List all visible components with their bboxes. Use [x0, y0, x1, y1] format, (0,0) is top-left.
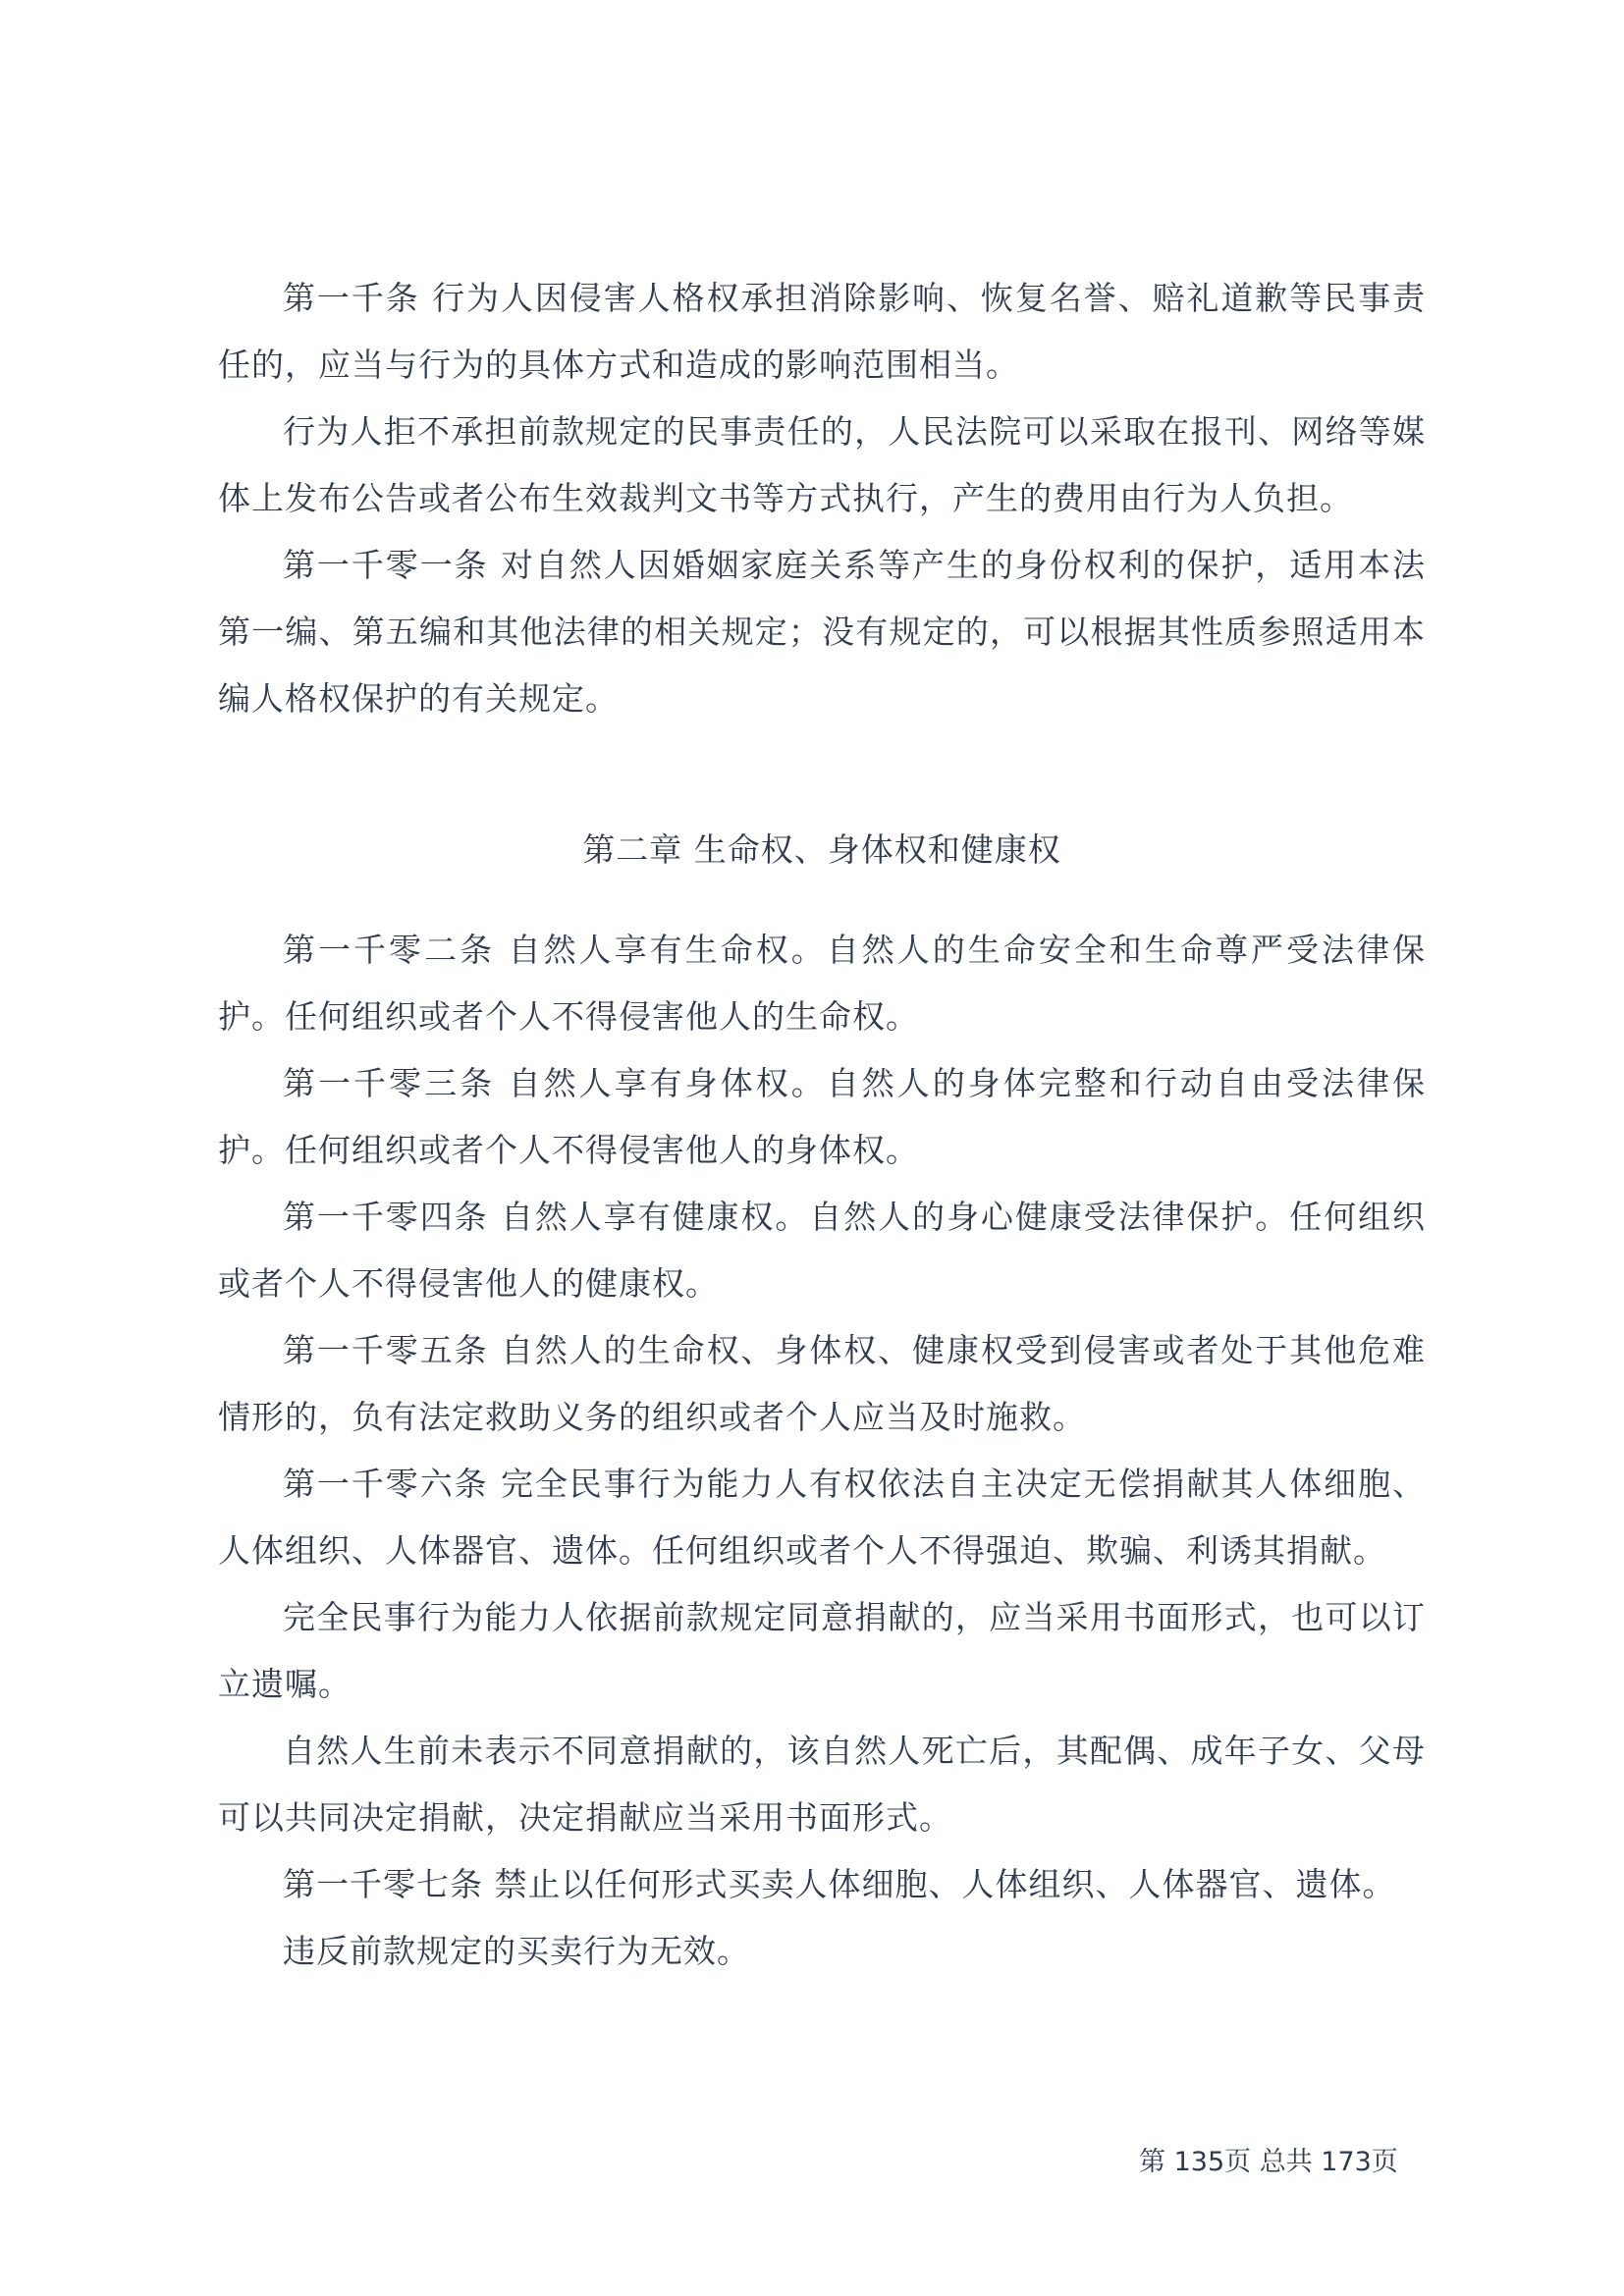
paragraph-article-1007-clause-2: 违反前款规定的买卖行为无效。	[283, 1932, 750, 1970]
paragraph-article-1004: 第一千零四条 自然人享有健康权。自然人的身心健康受法律保护。任何组织或者个人不得侵害他人的健康权。	[218, 1198, 1426, 1303]
paragraph-article-1007: 第一千零七条 禁止以任何形式买卖人体细胞、人体组织、人体器官、遗体。	[283, 1865, 1396, 1903]
paragraph-article-1006: 第一千零六条 完全民事行为能力人有权依法自主决定无偿捐献其人体细胞、人体组织、人体器官、遗体。任何组织或者个人不得强迫、欺骗、利诱其捐献。	[218, 1465, 1426, 1570]
paragraph-article-1006-clause-2: 完全民事行为能力人依据前款规定同意捐献的，应当采用书面形式，也可以订立遗嘱。	[218, 1598, 1426, 1703]
chapter-heading: 第二章 生命权、身体权和健康权	[582, 830, 1061, 869]
paragraph-article-1005: 第一千零五条 自然人的生命权、身体权、健康权受到侵害或者处于其他危难情形的，负有法定救助义务的组织或者个人应当及时施救。	[218, 1331, 1426, 1436]
paragraph-article-1001: 第一千零一条 对自然人因婚姻家庭关系等产生的身份权利的保护，适用本法第一编、第五编和其他法律的相关规定；没有规定的，可以根据其性质参照适用本编人格权保护的有关规定。	[218, 546, 1426, 718]
paragraph-article-1006-clause-3: 自然人生前未表示不同意捐献的，该自然人死亡后，其配偶、成年子女、父母可以共同决定捐献，决定捐献应当采用书面形式。	[218, 1732, 1426, 1837]
paragraph-article-1000-clause-2: 行为人拒不承担前款规定的民事责任的，人民法院可以采取在报刊、网络等媒体上发布公告或者公布生效裁判文书等方式执行，产生的费用由行为人负担。	[218, 412, 1426, 517]
page-number-footer: 第 135页 总共 173页	[1139, 2147, 1398, 2177]
document-body	[218, 265, 1426, 1985]
paragraph-article-1003: 第一千零三条 自然人享有身体权。自然人的身体完整和行动自由受法律保护。任何组织或者个人不得侵害他人的身体权。	[218, 1064, 1426, 1169]
paragraph-article-1002: 第一千零二条 自然人享有生命权。自然人的生命安全和生命尊严受法律保护。任何组织或者个人不得侵害他人的生命权。	[218, 931, 1426, 1036]
paragraph-article-1000: 第一千条 行为人因侵害人格权承担消除影响、恢复名誉、赔礼道歉等民事责任的，应当与行为的具体方式和造成的影响范围相当。	[218, 279, 1426, 384]
